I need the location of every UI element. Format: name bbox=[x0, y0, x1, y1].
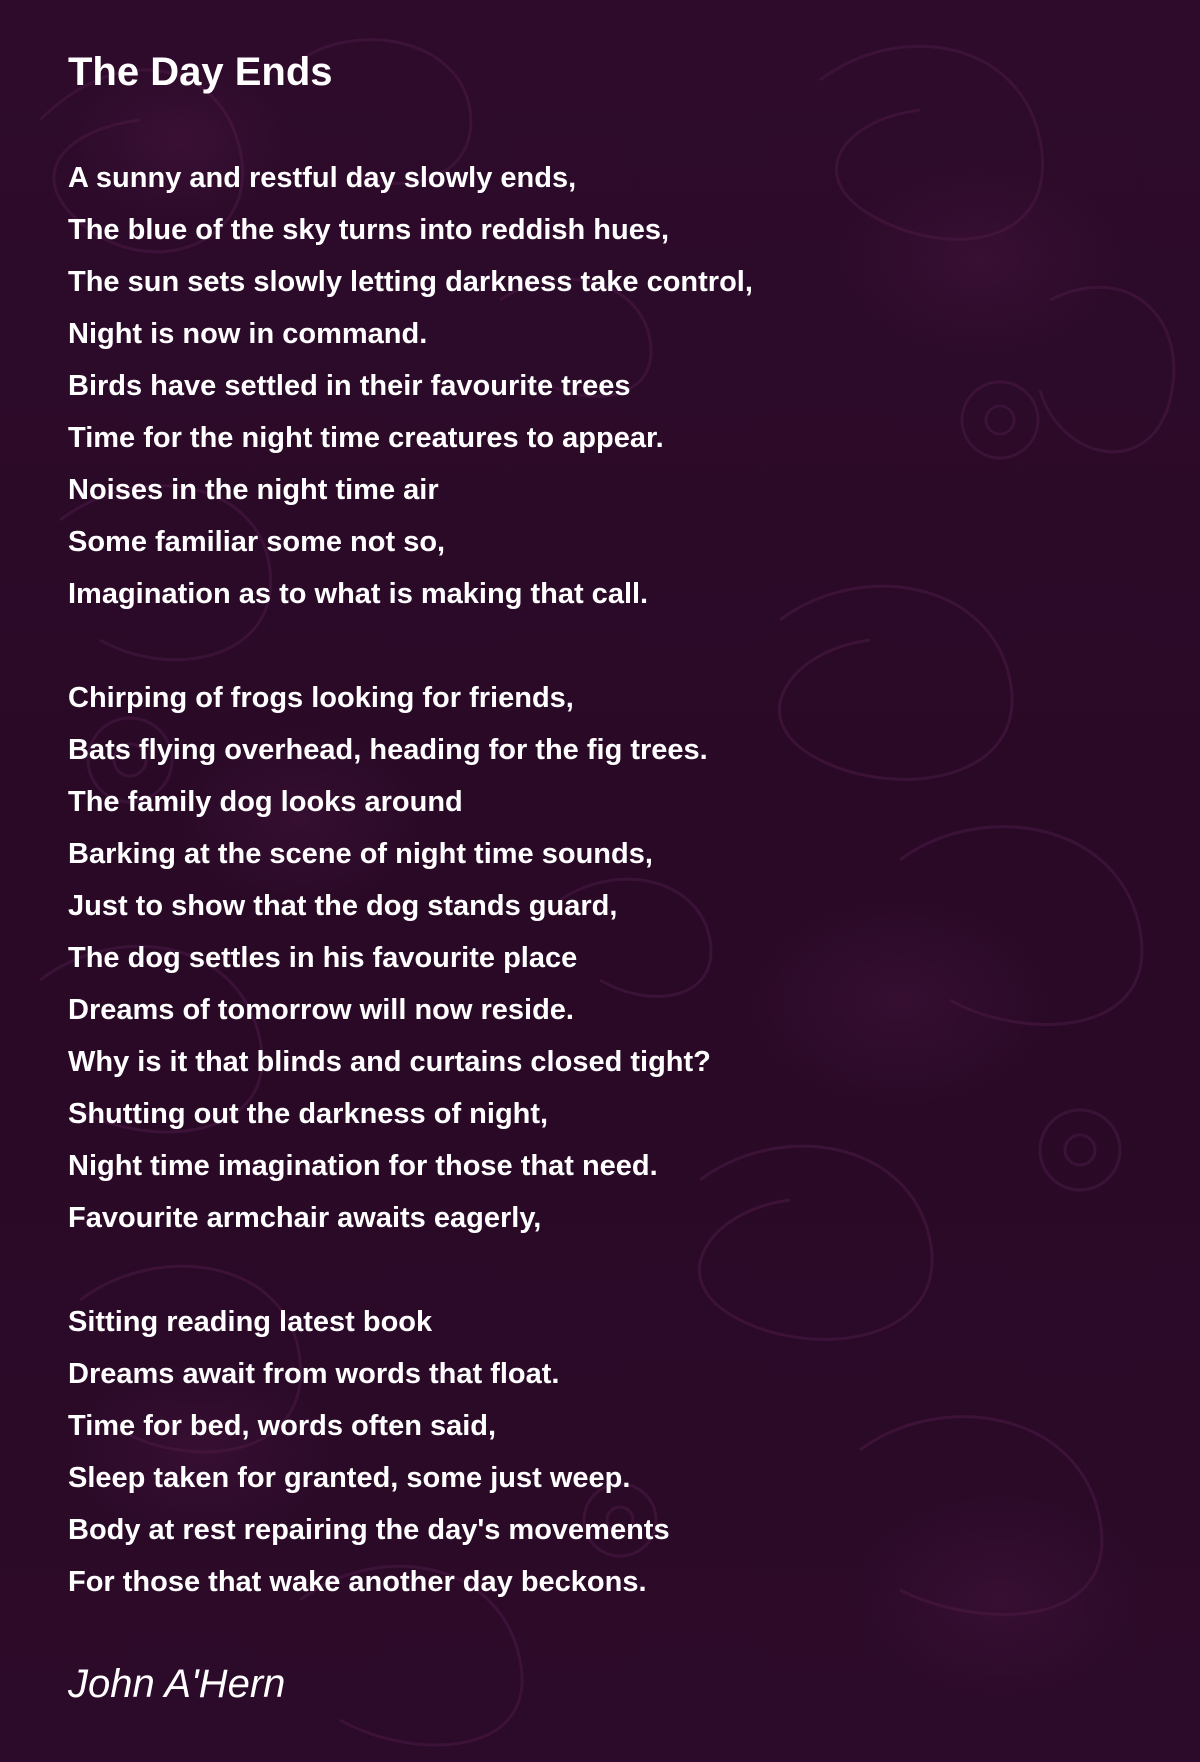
stanza-1 bbox=[68, 152, 1148, 620]
stanza-3 bbox=[68, 1296, 1148, 1608]
poem-line: Why is it that blinds and curtains closed tight? bbox=[68, 1046, 711, 1078]
poem-line: Body at rest repairing the day's movements bbox=[68, 1514, 670, 1546]
poem-line: Dreams await from words that float. bbox=[68, 1358, 560, 1390]
poem-line: The dog settles in his favourite place bbox=[68, 942, 578, 974]
poem-line: Time for bed, words often said, bbox=[68, 1410, 497, 1442]
poem-line: Sitting reading latest book bbox=[68, 1306, 433, 1338]
poem-line: Time for the night time creatures to appear. bbox=[68, 422, 664, 454]
poem-line: The family dog looks around bbox=[68, 786, 463, 818]
poem-title: The Day Ends bbox=[68, 50, 333, 94]
poem-line: Noises in the night time air bbox=[68, 474, 439, 506]
poem-line: Just to show that the dog stands guard, bbox=[68, 890, 618, 922]
poem-line: A sunny and restful day slowly ends, bbox=[68, 162, 577, 194]
poem-line: Chirping of frogs looking for friends, bbox=[68, 682, 574, 714]
poem-line: Dreams of tomorrow will now reside. bbox=[68, 994, 574, 1026]
poem-line: Favourite armchair awaits eagerly, bbox=[68, 1202, 542, 1234]
poem-line: Bats flying overhead, heading for the fig trees. bbox=[68, 734, 708, 766]
poem-line: Night is now in command. bbox=[68, 318, 428, 350]
poem-line: Shutting out the darkness of night, bbox=[68, 1098, 549, 1130]
poem-author: John A'Hern bbox=[68, 1662, 286, 1706]
stanza-2 bbox=[68, 672, 1148, 1244]
poem-line: Some familiar some not so, bbox=[68, 526, 446, 558]
poem-container bbox=[68, 48, 1148, 1660]
poem-line: Imagination as to what is making that call. bbox=[68, 578, 649, 610]
poem-line: Barking at the scene of night time sounds, bbox=[68, 838, 653, 870]
poem-line: Sleep taken for granted, some just weep. bbox=[68, 1462, 631, 1494]
poem-line: Night time imagination for those that need. bbox=[68, 1150, 658, 1182]
poem-line: The sun sets slowly letting darkness take control, bbox=[68, 266, 753, 298]
poem-line: Birds have settled in their favourite trees bbox=[68, 370, 631, 402]
poem-line: For those that wake another day beckons. bbox=[68, 1566, 647, 1598]
poem-line: The blue of the sky turns into reddish hues, bbox=[68, 214, 670, 246]
